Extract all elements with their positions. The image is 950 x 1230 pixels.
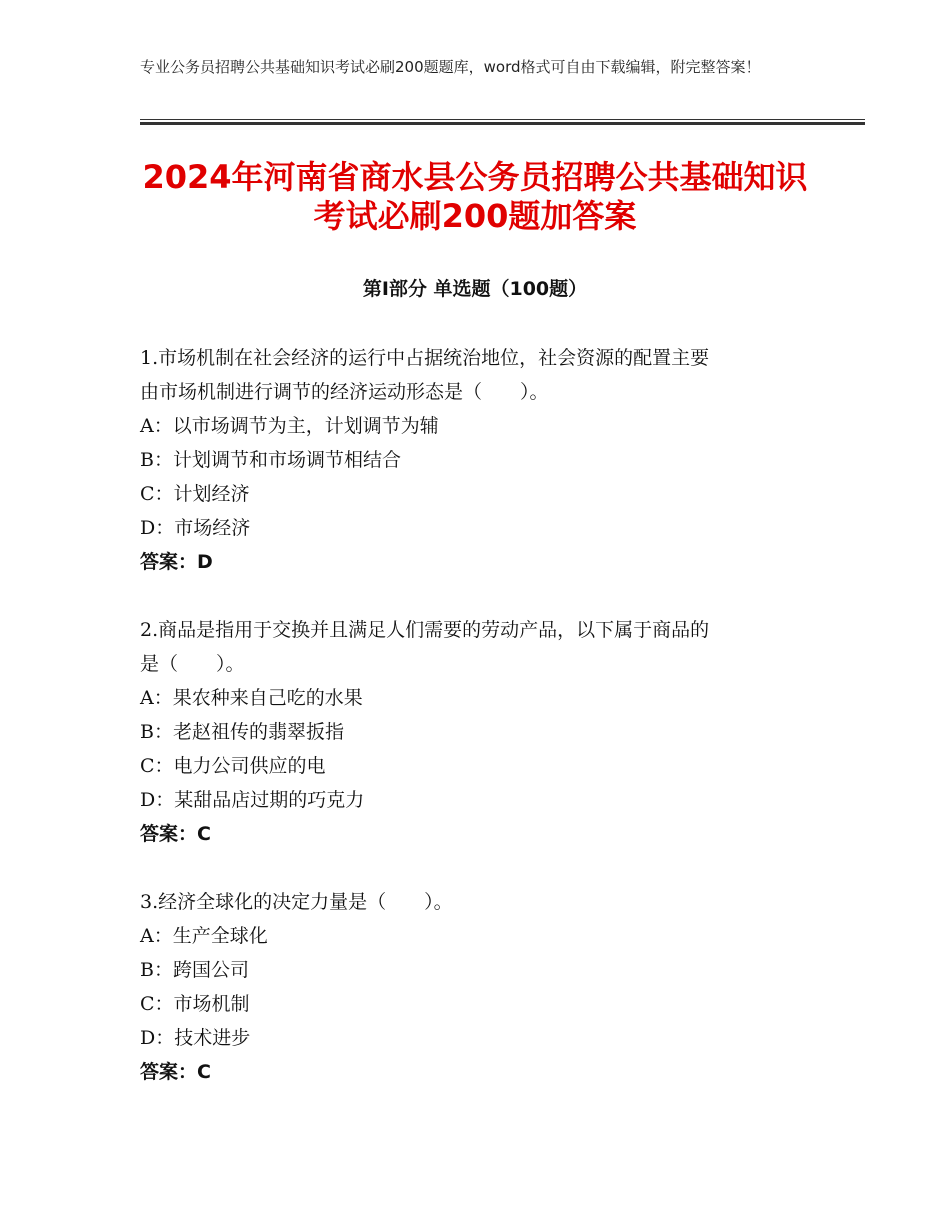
question-3: [140, 885, 820, 1089]
question-1-stem-line-2: 由市场机制进行调节的经济运动形态是（ ）。: [140, 381, 549, 403]
document-title: 2024年河南省商水县公务员招聘公共基础知识考试必刷200题加答案: [142, 158, 808, 235]
question-1-option-a: A：以市场调节为主，计划调节为辅: [140, 415, 439, 437]
question-list: [140, 341, 820, 1123]
question-1-answer: 答案：D: [140, 551, 213, 573]
question-2-answer: 答案：C: [140, 823, 211, 845]
question-2-option-d: D：某甜品店过期的巧克力: [140, 789, 365, 811]
question-1-option-d: D：市场经济: [140, 517, 251, 539]
header-divider-thin: [140, 119, 865, 120]
header-divider-thick: [140, 122, 865, 125]
question-2-option-c: C：电力公司供应的电: [140, 755, 326, 777]
question-2-stem-line-2: 是（ ）。: [140, 653, 245, 675]
question-3-option-c: C：市场机制: [140, 993, 250, 1015]
question-3-option-d: D：技术进步: [140, 1027, 251, 1049]
question-2-stem-line-1: 2.商品是指用于交换并且满足人们需要的劳动产品，以下属于商品的: [140, 619, 710, 641]
question-1-option-c: C：计划经济: [140, 483, 250, 505]
question-3-answer: 答案：C: [140, 1061, 211, 1083]
question-3-stem-line-1: 3.经济全球化的决定力量是（ ）。: [140, 891, 453, 913]
question-1-option-b: B：计划调节和市场调节相结合: [140, 449, 401, 471]
question-1-stem-line-1: 1.市场机制在社会经济的运行中占据统治地位，社会资源的配置主要: [140, 347, 710, 369]
question-2-option-b: B：老赵祖传的翡翠扳指: [140, 721, 344, 743]
question-3-option-a: A：生产全球化: [140, 925, 268, 947]
section-title: 第I部分 单选题（100题）: [362, 278, 588, 300]
question-2-option-a: A：果农种来自己吃的水果: [140, 687, 363, 709]
question-2: [140, 613, 820, 851]
header-note: 专业公务员招聘公共基础知识考试必刷200题题库，word格式可自由下载编辑，附完整答案！: [140, 58, 761, 76]
question-1: [140, 341, 820, 579]
question-3-option-b: B：跨国公司: [140, 959, 249, 981]
